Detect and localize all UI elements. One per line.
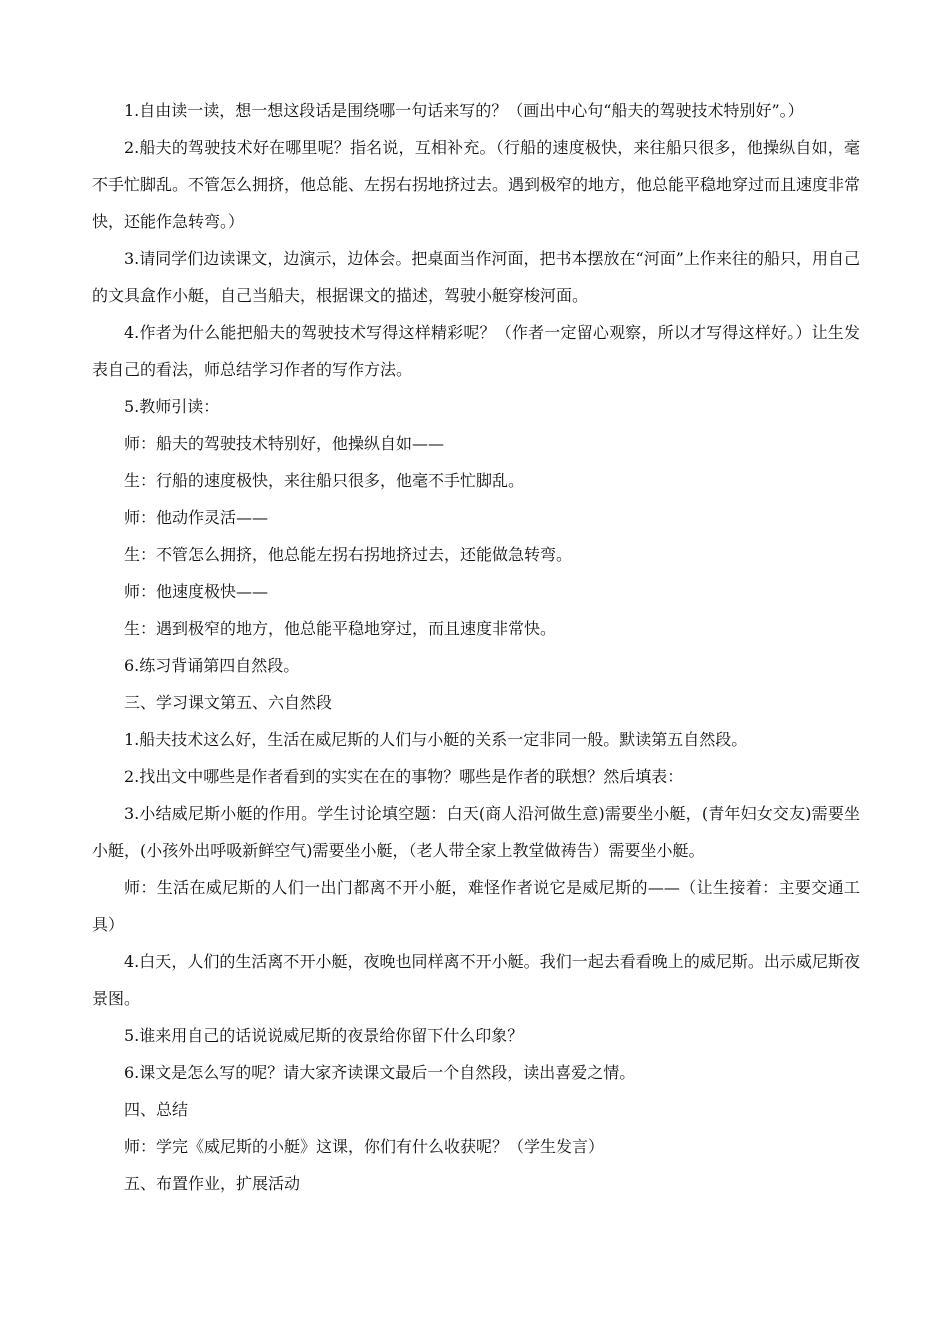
section-heading-5: 五、布置作业，扩展活动 bbox=[124, 1174, 301, 1193]
dialogue-line-teacher-3: 师：他速度极快—— bbox=[124, 582, 269, 601]
dialogue-line-teacher-2: 师：他动作灵活—— bbox=[124, 508, 269, 527]
paragraph-section3-task-3: 3.小结威尼斯小艇的作用。学生讨论填空题：白天(商人沿河做生意)需要坐小艇，(青年妇女交友)需要坐小艇，(小孩外出呼吸新鲜空气)需要坐小艇，（老人带全家上教堂做祷告）需要坐小艇。 bbox=[92, 804, 860, 860]
dialogue-line-student-2: 生：不管怎么拥挤，他总能左拐右拐地挤过去，还能做急转弯。 bbox=[124, 545, 573, 564]
paragraph-reading-task-4: 4.作者为什么能把船夫的驾驶技术写得这样精彩呢？（作者一定留心观察，所以才写得这样好。）让生发表自己的看法，师总结学习作者的写作方法。 bbox=[92, 323, 860, 379]
section-heading-3: 三、学习课文第五、六自然段 bbox=[124, 693, 333, 712]
paragraph-reading-task-3: 3.请同学们边读课文，边演示，边体会。把桌面当作河面，把书本摆放在“河面”上作来往的船只，用自己的文具盒作小艇，自己当船夫，根据课文的描述，驾驶小艇穿梭河面。 bbox=[92, 249, 860, 305]
paragraph-guided-reading: 5.教师引读： bbox=[124, 397, 220, 416]
section-heading-4: 四、总结 bbox=[124, 1100, 189, 1119]
paragraph-section3-task-5: 5.谁来用自己的话说说威尼斯的夜景给你留下什么印象？ bbox=[124, 1026, 524, 1045]
paragraph-recite-task: 6.练习背诵第四自然段。 bbox=[124, 656, 300, 675]
paragraph-section3-task-1: 1.船夫技术这么好，生活在威尼斯的人们与小艇的关系一定非同一般。默读第五自然段。 bbox=[124, 730, 748, 749]
paragraph-reading-task-2: 2.船夫的驾驶技术好在哪里呢？指名说，互相补充。（行船的速度极快，来往船只很多，他操纵自如，毫不手忙脚乱。不管怎么拥挤，他总能、左拐右拐地挤过去。遇到极窄的地方，他总能平稳地穿过而且速度非常快，还能作急转弯。） bbox=[92, 138, 861, 231]
dialogue-line-teacher-5: 师：学完《威尼斯的小艇》这课，你们有什么收获呢？（学生发言） bbox=[124, 1137, 605, 1156]
dialogue-line-teacher-4: 师：生活在威尼斯的人们一出门都离不开小艇，难怪作者说它是威尼斯的——（让生接着：主要交通工具） bbox=[92, 878, 860, 934]
paragraph-section3-task-6: 6.课文是怎么写的呢？请大家齐读课文最后一个自然段，读出喜爱之情。 bbox=[124, 1063, 636, 1082]
paragraph-section3-task-2: 2.找出文中哪些是作者看到的实实在在的事物？哪些是作者的联想？然后填表： bbox=[124, 767, 684, 786]
paragraph-section3-task-4: 4.白天，人们的生活离不开小艇，夜晚也同样离不开小艇。我们一起去看看晚上的威尼斯。出示威尼斯夜景图。 bbox=[92, 952, 860, 1008]
dialogue-line-teacher-1: 师：船夫的驾驶技术特别好，他操纵自如—— bbox=[124, 434, 445, 453]
dialogue-line-student-3: 生：遇到极窄的地方，他总能平稳地穿过，而且速度非常快。 bbox=[124, 619, 557, 638]
document-body bbox=[92, 92, 860, 1202]
dialogue-line-student-1: 生：行船的速度极快，来往船只很多，他毫不手忙脚乱。 bbox=[124, 471, 525, 490]
paragraph-reading-task-1: 1.自由读一读，想一想这段话是围绕哪一句话来写的？（画出中心句“船夫的驾驶技术特别好”。） bbox=[124, 101, 804, 120]
